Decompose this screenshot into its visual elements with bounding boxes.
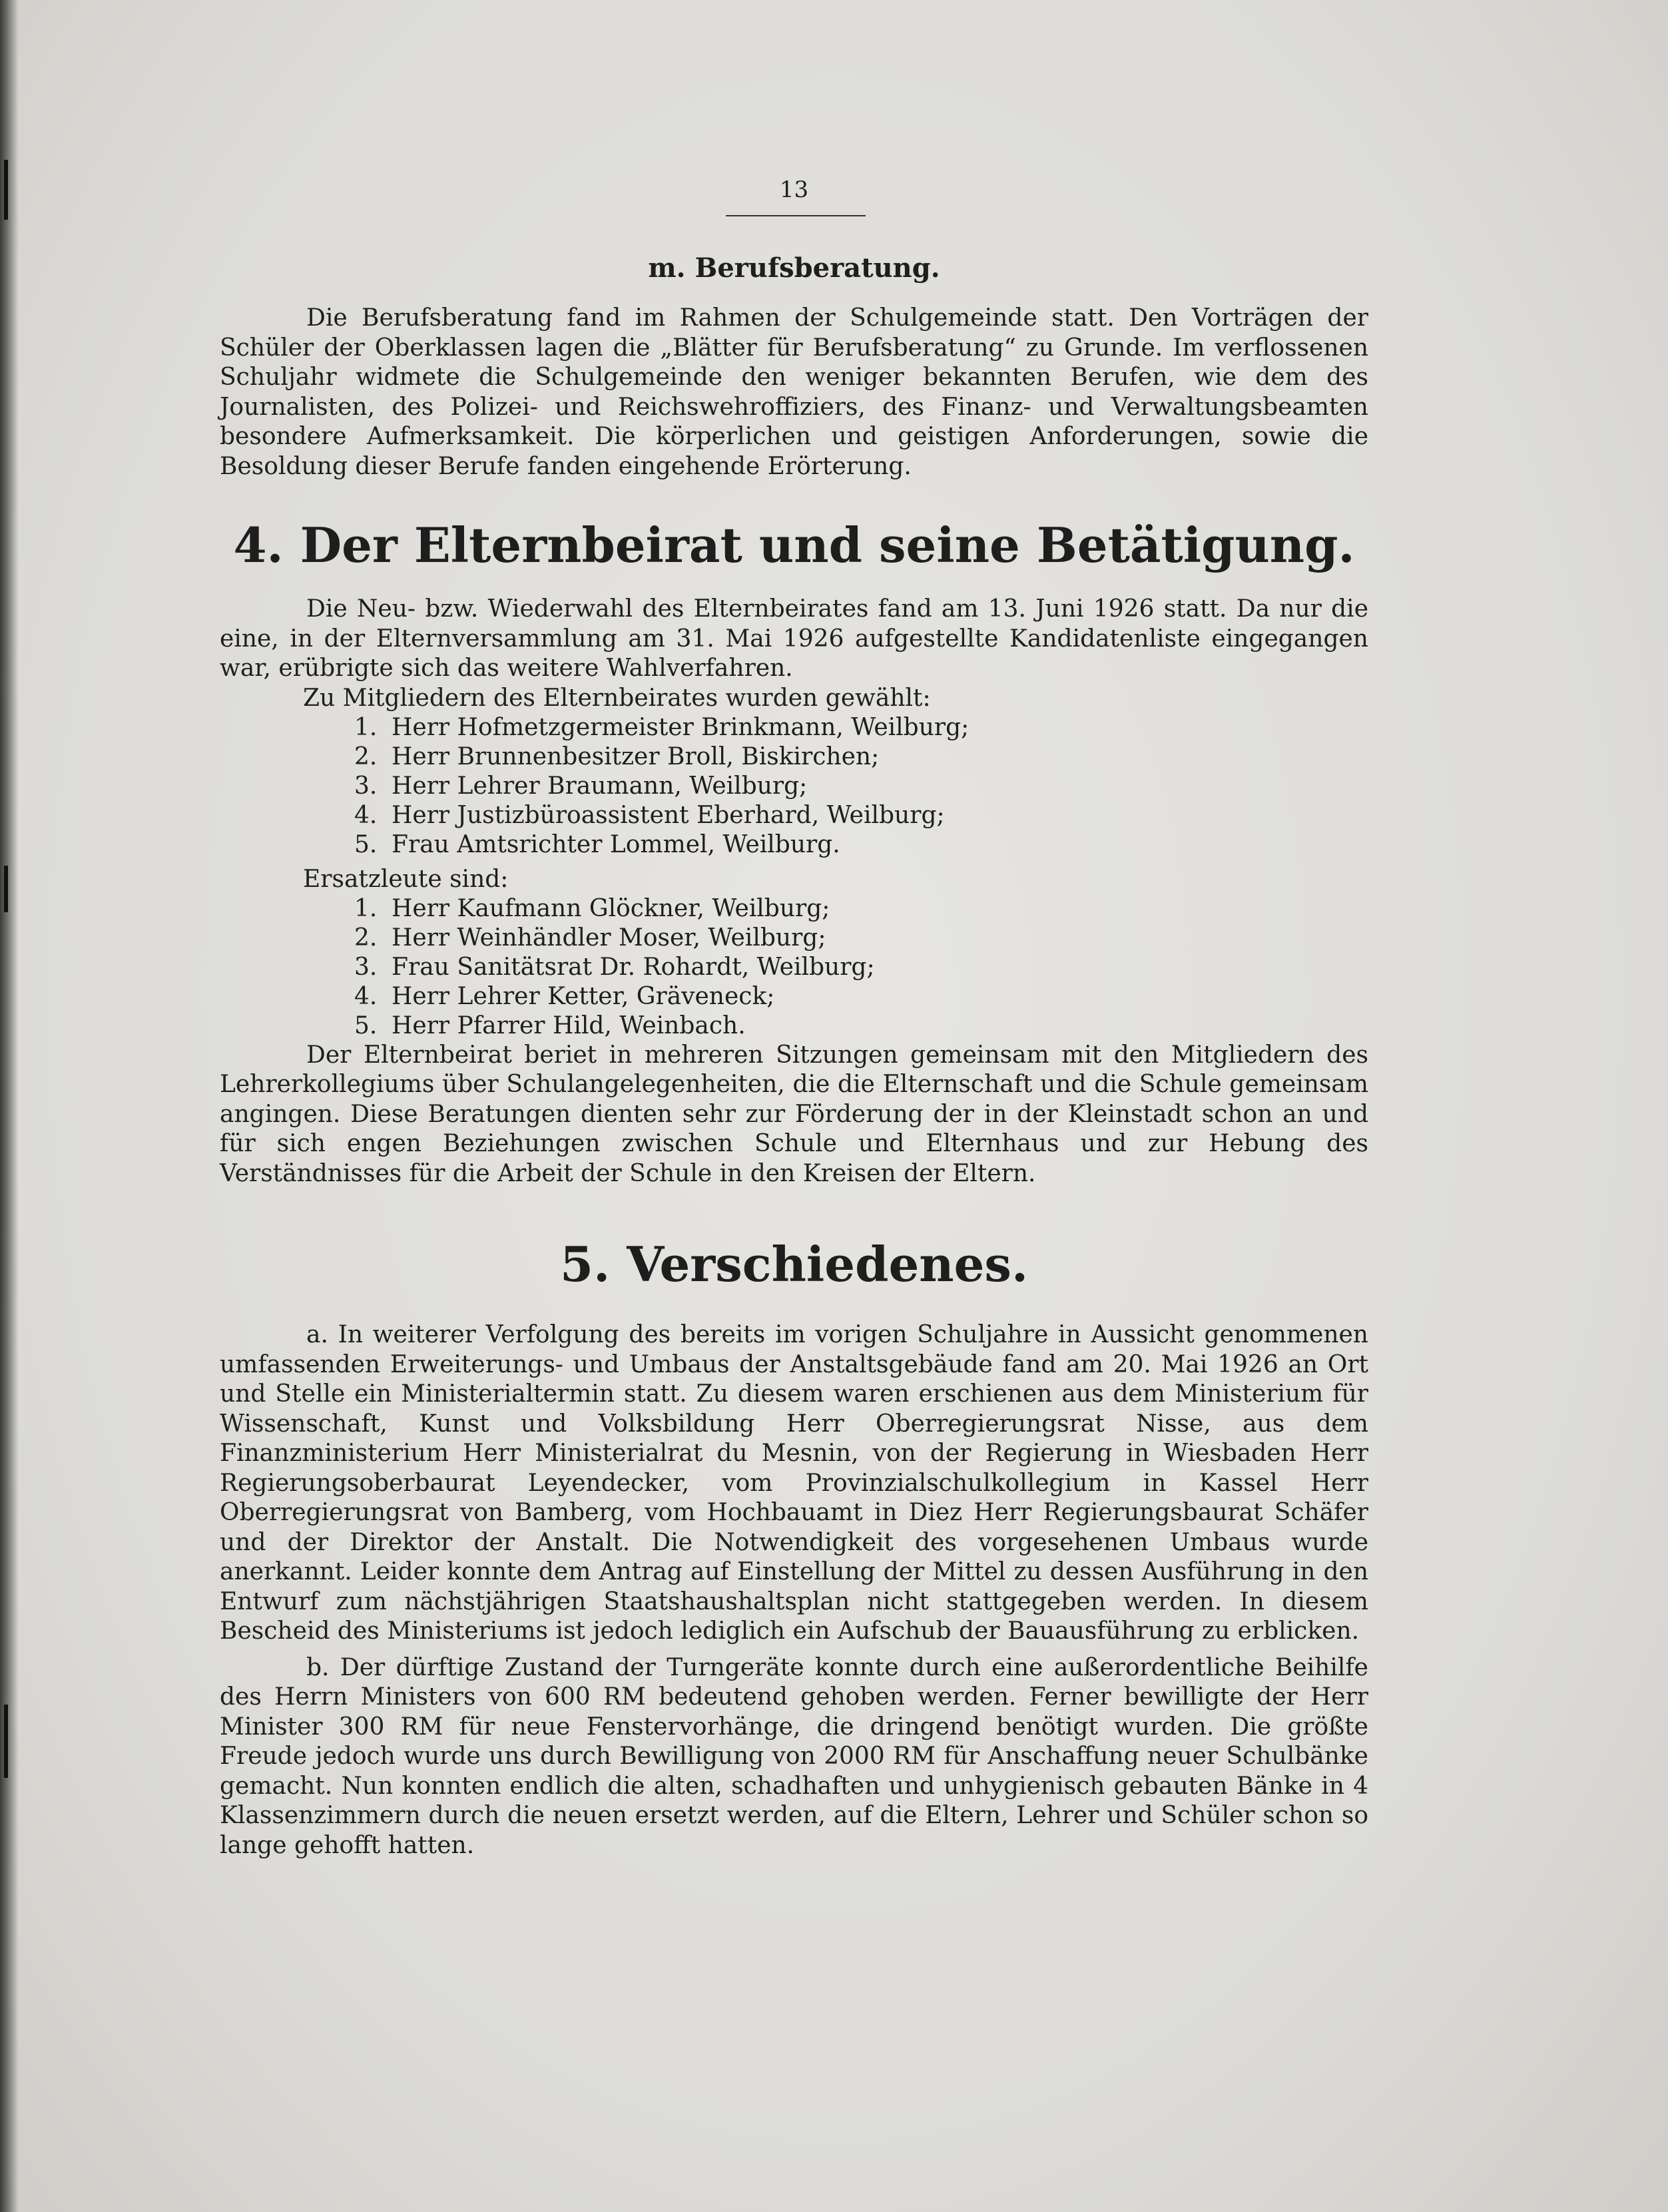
paragraph-verschiedenes-b: b. Der dürftige Zustand der Turngeräte konnte durch eine außerordentliche Beihilfe des Herrn Ministers von 600 RM bedeutend gehoben werden. Ferner bewilligte der Herr Minister 300 RM für neue Fenstervorhänge, die dringend benötigt wurden. Die größte Freude jedoch wurde uns durch Bewilligung von 2000 RM für Anschaffung neuer Schulbänke gemacht. Nun konnten endlich die alten, schadhaften und unhygienisch gebauten Bänke in 4 Klassenzimmern durch die neuen ersetzt werden, auf die Eltern, Lehrer und Schüler schon so lange gehofft hatten. xyxy=(220,1653,1368,1859)
list-item: 3. Frau Sanitätsrat Dr. Rohardt, Weilburg; xyxy=(354,953,875,981)
page-binding-edge xyxy=(0,0,19,2212)
list-item: 5. Herr Pfarrer Hild, Weinbach. xyxy=(354,1011,746,1039)
members-intro: Zu Mitgliedern des Elternbeirates wurden gewählt: xyxy=(303,684,931,712)
subsection-title-berufsberatung: m. Berufsberatung. xyxy=(648,252,940,284)
paragraph-elternbeirat-wahl: Die Neu- bzw. Wiederwahl des Elternbeirates fand am 13. Juni 1926 statt. Da nur die eine, in der Elternversammlung am 31. Mai 1926 aufgestellte Kandidatenliste eingegangen war, erübrigte sich das weitere Wahlverfahren. xyxy=(220,595,1368,682)
list-item: 3. Herr Lehrer Braumann, Weilburg; xyxy=(354,772,808,800)
page-number-rule xyxy=(726,215,866,216)
binding-mark xyxy=(4,160,8,220)
paragraph-berufsberatung: Die Berufsberatung fand im Rahmen der Schulgemeinde statt. Den Vorträgen der Schüler der Oberklassen lagen die „Blätter für Berufsberatung“ zu Grunde. Im verflossenen Schuljahr widmete die Schulgemeinde den weniger bekannten Berufen, wie dem des Journalisten, des Polizei- und Reichswehroffiziers, des Finanz- und Verwaltungsbeamten besondere Aufmerksamkeit. Die körperlichen und geistigen Anforderungen, sowie die Besoldung dieser Berufe fanden eingehende Erörterung. xyxy=(220,304,1368,480)
members-list xyxy=(220,713,1368,860)
binding-mark xyxy=(4,866,8,912)
list-item: 2. Herr Weinhändler Moser, Weilburg; xyxy=(354,924,826,952)
section-heading-verschiedenes: 5. Verschiedenes. xyxy=(559,1236,1029,1292)
section-heading-elternbeirat: 4. Der Elternbeirat und seine Betätigung. xyxy=(233,517,1355,573)
page-content xyxy=(220,176,1368,1860)
binding-mark xyxy=(4,1705,8,1778)
page-number: 13 xyxy=(779,176,809,203)
list-item: 4. Herr Lehrer Ketter, Gräveneck; xyxy=(354,982,775,1010)
substitutes-list xyxy=(220,894,1368,1041)
list-item: 5. Frau Amtsrichter Lommel, Weilburg. xyxy=(354,830,840,858)
list-item: 2. Herr Brunnenbesitzer Broll, Biskirchen; xyxy=(354,742,880,770)
paragraph-elternbeirat-sitzungen: Der Elternbeirat beriet in mehreren Sitzungen gemeinsam mit den Mitgliedern des Lehrerkollegiums über Schulangelegenheiten, die die Elternschaft und die Schule gemeinsam angingen. Diese Beratungen dienten sehr zur Förderung der in der Kleinstadt schon an und für sich engen Beziehungen zwischen Schule und Elternhaus und zur Hebung des Verständnisses für die Arbeit der Schule in den Kreisen der Eltern. xyxy=(220,1041,1368,1187)
substitutes-intro: Ersatzleute sind: xyxy=(303,865,509,893)
list-item: 4. Herr Justizbüroassistent Eberhard, Weilburg; xyxy=(354,801,945,829)
paragraph-verschiedenes-a: a. In weiterer Verfolgung des bereits im vorigen Schuljahre in Aussicht genommenen umfassenden Erweiterungs- und Umbaus der Anstaltsgebäude fand am 20. Mai 1926 an Ort und Stelle ein Ministerialtermin statt. Zu diesem waren erschienen aus dem Ministerium für Wissenschaft, Kunst und Volksbildung Herr Oberregierungsrat Nisse, aus dem Finanzministerium Herr Ministerialrat du Mesnin, von der Regierung in Wiesbaden Herr Regierungsoberbaurat Leyendecker, vom Provinzialschulkollegium in Kassel Herr Oberregierungsrat von Bamberg, vom Hochbauamt in Diez Herr Regierungsbaurat Schäfer und der Direktor der Anstalt. Die Notwendigkeit des vorgesehenen Umbaus wurde anerkannt. Leider konnte dem Antrag auf Einstellung der Mittel zu dessen Ausführung in den Entwurf zum nächstjährigen Staatshaushaltsplan nicht stattgegeben werden. In diesem Bescheid des Ministeriums ist jedoch lediglich ein Aufschub der Bauausführung zu erblicken. xyxy=(220,1321,1368,1645)
list-item: 1. Herr Hofmetzgermeister Brinkmann, Weilburg; xyxy=(354,713,970,741)
list-item: 1. Herr Kaufmann Glöckner, Weilburg; xyxy=(354,894,830,922)
